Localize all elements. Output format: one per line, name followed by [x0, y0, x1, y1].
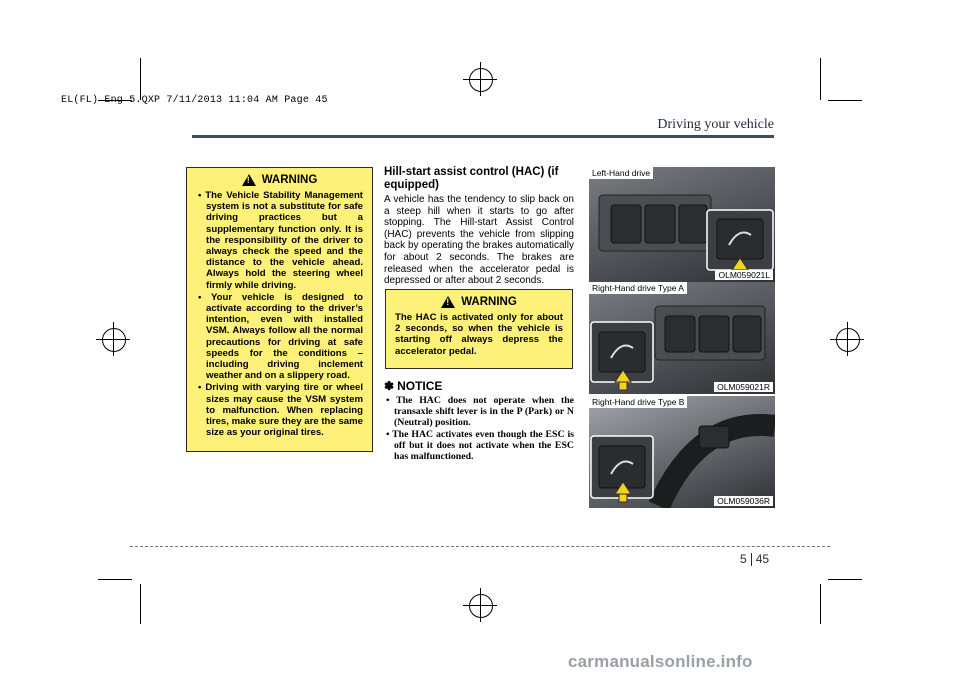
watermark: carmanualsonline.info [568, 652, 753, 671]
crop-mark [828, 100, 862, 101]
registration-mark-icon [830, 322, 864, 356]
warning-item: • Driving with varying tire or wheel sizes may cause the VSM system to malfunction. When replacing tires, make sure they are the same size as your original tires. [196, 382, 363, 438]
hac-section [384, 166, 574, 287]
hac-body: A vehicle has the tendency to slip back on a steep hill when it starts to go after stopping. The Hill-start Assist Control (HAC) prevents the vehicle from slipping back by operating the brakes automatically for about 2 seconds. The brakes are released when the accelerator pedal is depressed or after about 2 seconds. [384, 194, 574, 287]
photo-left-hand-drive: Left-Hand drive OLM059021L [589, 167, 775, 282]
notice-item: • The HAC does not operate when the transaxle shift lever is in the P (Park) or N (Neutral) position. [384, 395, 574, 429]
crop-mark [140, 58, 141, 100]
notice-list [384, 395, 574, 462]
notice-section [384, 379, 574, 462]
hac-warning-text: The HAC is activated only for about 2 seconds, so when the vehicle is starting off always depress the accelerator pedal. [395, 312, 563, 357]
hac-switch-illustration [589, 282, 775, 394]
section-title: Driving your vehicle [657, 117, 774, 132]
vsm-warning-box [186, 167, 373, 452]
warning-heading: ! WARNING [395, 296, 563, 308]
hac-title: Hill-start assist control (HAC) (if equipped) [384, 166, 559, 191]
crop-mark [820, 584, 821, 624]
registration-mark-icon [463, 588, 497, 622]
warning-list [196, 190, 363, 438]
page-number-value: 45 [755, 552, 770, 566]
notice-star-icon: ✽ [384, 379, 395, 393]
warning-item: • The Vehicle Stability Management system is not a substitute for safe driving practices but a supplementary function only. It is the responsibility of the driver to always check the speed and the distance to the vehicle ahead. Always hold the steering wheel firmly while driving. [196, 190, 363, 291]
crop-mark [828, 579, 862, 580]
hac-warning-box [385, 289, 573, 369]
registration-mark-icon [96, 322, 130, 356]
page-number [740, 552, 769, 566]
page-number-separator [751, 553, 752, 566]
crop-mark [820, 58, 821, 100]
footer-rule [130, 546, 830, 547]
crop-mark [98, 579, 132, 580]
warning-triangle-icon [441, 296, 455, 308]
header-rule [192, 135, 774, 138]
printer-slug: EL(FL) Eng 5.QXP 7/11/2013 11:04 AM Page 45 [61, 95, 328, 106]
warning-heading: ! WARNING [196, 174, 363, 186]
photo-right-hand-drive-type-b: Right-Hand drive Type B OLM059036R [589, 396, 775, 508]
hac-switch-illustration [589, 396, 775, 508]
notice-heading: ✽ NOTICE [384, 379, 443, 393]
warning-triangle-icon [242, 174, 256, 186]
registration-mark-icon [463, 62, 497, 96]
crop-mark [140, 584, 141, 624]
photo-right-hand-drive-type-a: Right-Hand drive Type A OLM059021R [589, 282, 775, 394]
hac-switch-illustration [589, 167, 775, 282]
notice-item: • The HAC activates even though the ESC is off but it does not activate when the ESC has malfunctioned. [384, 429, 574, 463]
chapter-number: 5 [740, 552, 747, 566]
warning-item: • Your vehicle is designed to activate according to the driver’s intention, even with installed VSM. Always follow all the normal precautions for driving at safe speeds for the conditions – including driving inclement weather and on a slippery road. [196, 292, 363, 382]
